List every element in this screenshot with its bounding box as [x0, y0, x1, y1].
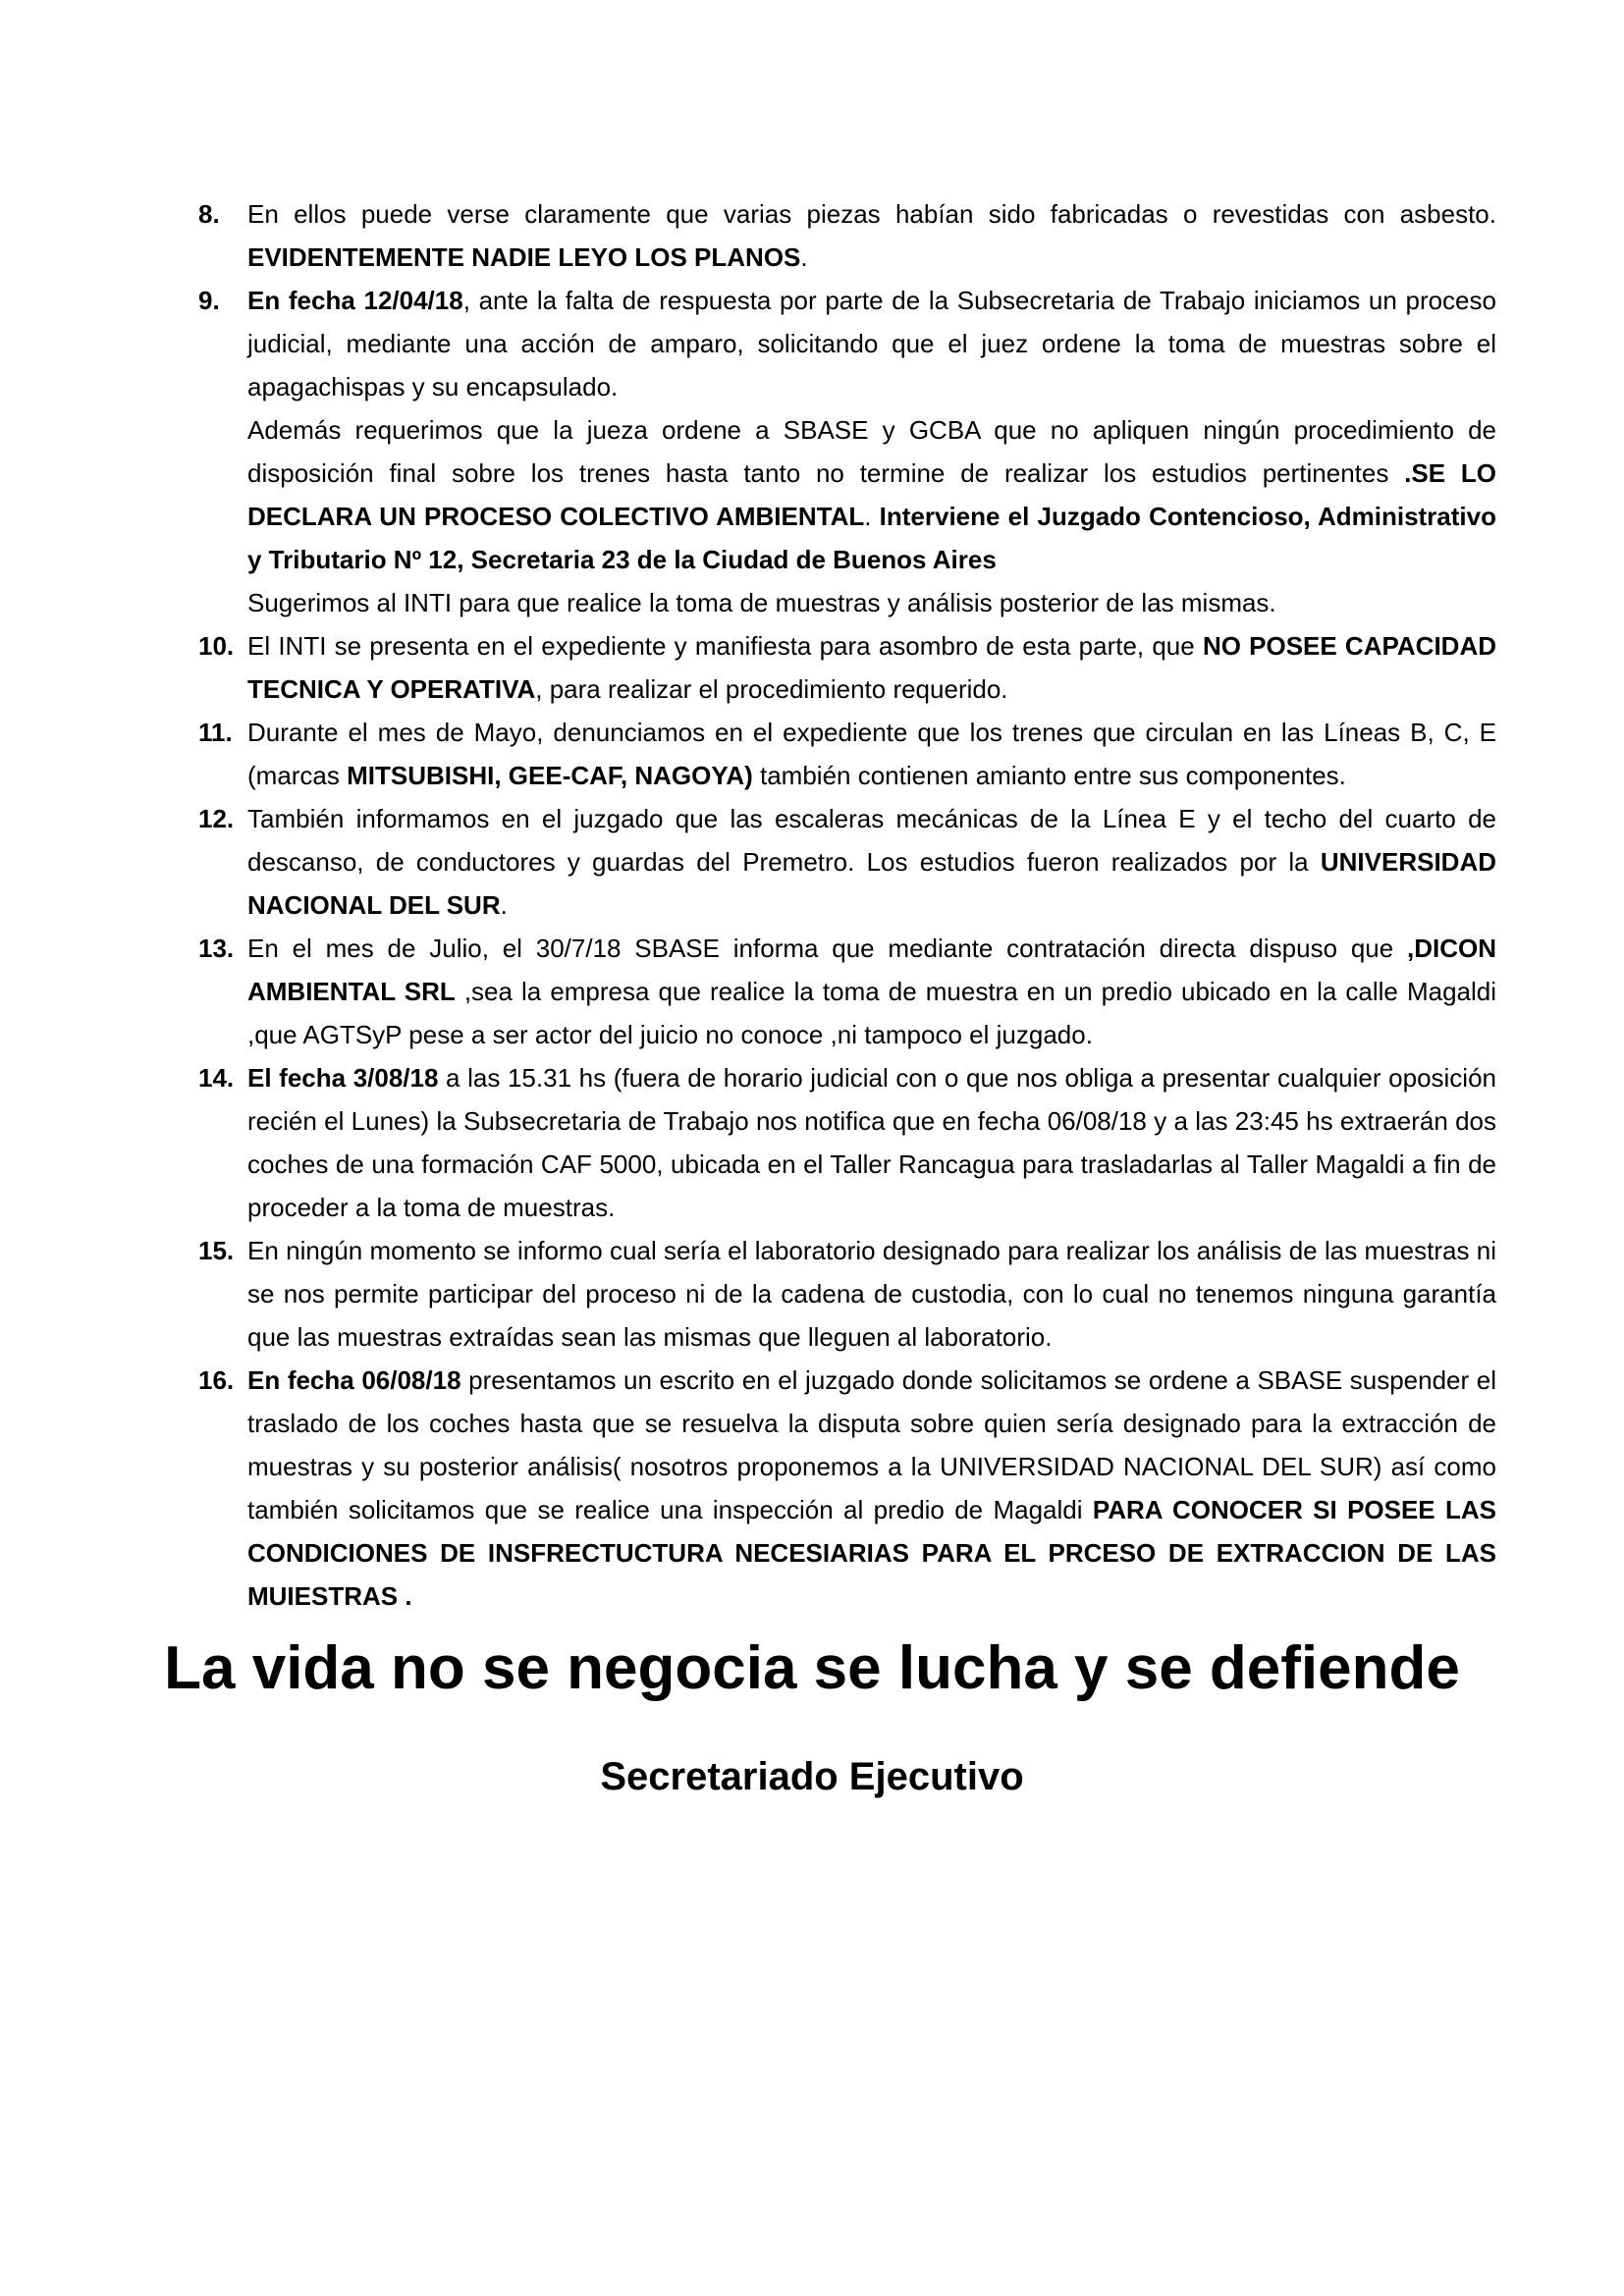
bold-text: MITSUBISHI, GEE-CAF, NAGOYA) — [347, 761, 753, 790]
bold-text: UNIVERSIDAD NACIONAL DEL SUR — [247, 847, 1496, 920]
text-run: Durante el mes de Mayo, denunciamos en el expediente que los trenes que circulan en las Líneas B, C, E (marcas — [247, 718, 1496, 790]
text-run: ,sea la empresa que realice la toma de muestra en un predio ubicado en la calle Magaldi ,que AGTSyP pese a ser actor del juicio no conoce ,ni tampoco el juzgado. — [247, 977, 1497, 1049]
list-item — [198, 624, 1496, 711]
bold-text: NO POSEE CAPACIDAD TECNICA Y OPERATIVA — [247, 631, 1497, 704]
list-item-number: 15. — [198, 1236, 235, 1265]
text-run: . — [800, 242, 808, 272]
bold-text: Interviene el Juzgado Contencioso, Administrativo y Tributario Nº 12, Secretaria 23 de la Ciudad de Buenos Aires — [247, 502, 1496, 574]
list-item-paragraph — [247, 927, 1496, 1056]
list-item — [198, 927, 1496, 1056]
list-item-paragraph — [247, 408, 1496, 581]
list-item-number: 14. — [198, 1063, 235, 1093]
bold-text: EVIDENTEMENTE NADIE LEYO LOS PLANOS — [247, 242, 801, 272]
text-run: Sugerimos al INTI para que realice la toma de muestras y análisis posterior de las mismas. — [247, 588, 1276, 617]
list-item — [198, 279, 1496, 624]
bold-text: .SE LO DECLARA UN PROCESO COLECTIVO AMBIENTAL — [247, 458, 1496, 531]
list-item — [198, 797, 1496, 927]
list-item-number: 11. — [198, 718, 233, 747]
list-item-paragraph — [247, 1056, 1496, 1229]
text-run: En ningún momento se informo cual sería el laboratorio designado para realizar los análisis de las muestras ni se nos permite participar del proceso ni de la cadena de custodia, con lo cual no tenemos ninguna garantía que las muestras extraídas sean las mismas que lleguen al laboratorio. — [247, 1236, 1496, 1352]
list-item-paragraph — [247, 624, 1496, 711]
numbered-list — [198, 192, 1496, 1618]
list-item-paragraph — [247, 581, 1496, 624]
list-item-number: 16. — [198, 1365, 235, 1395]
list-item-number: 8. — [198, 199, 220, 229]
text-run: También informamos en el juzgado que las escaleras mecánicas de la Línea E y el techo del cuarto de descanso, de conductores y guardas del Premetro. Los estudios fueron realizados por la — [247, 804, 1496, 877]
list-item — [198, 1229, 1496, 1359]
list-item-number: 9. — [198, 286, 220, 315]
signature: Secretariado Ejecutivo — [600, 1755, 1024, 1798]
text-run: a las 15.31 hs (fuera de horario judicial con o que nos obliga a presentar cualquier oposición recién el Lunes) la Subsecretaria de Trabajo nos notifica que en fecha 06/08/18 y a las 23:45 hs extraerán dos coches de una formación CAF 5000, ubicada en el Taller Rancagua para trasladarlas al Taller Magaldi a fin de proceder a la toma de muestras. — [247, 1063, 1496, 1222]
list-item-number: 12. — [198, 804, 235, 833]
bold-text: El fecha 3/08/18 — [247, 1063, 439, 1093]
text-run: . — [500, 890, 508, 920]
list-item-paragraph — [247, 279, 1496, 408]
text-run: . — [864, 502, 880, 531]
list-item — [198, 1359, 1496, 1618]
text-run: , ante la falta de respuesta por parte de la Subsecretaria de Trabajo iniciamos un proceso judicial, mediante una acción de amparo, solicitando que el juez ordene la toma de muestras sobre el apagachispas y su encapsulado. — [247, 286, 1496, 401]
list-item — [198, 192, 1496, 279]
list-item-paragraph — [247, 192, 1496, 279]
text-run: Además requerimos que la jueza ordene a SBASE y GCBA que no apliquen ningún procedimiento de disposición final sobre los trenes hasta tanto no termine de realizar los estudios pertinentes — [247, 415, 1496, 488]
list-item-paragraph — [247, 711, 1496, 797]
text-run: El INTI se presenta en el expediente y manifiesta para asombro de esta parte, que — [247, 631, 1203, 661]
list-item — [198, 711, 1496, 797]
list-item-number: 10. — [198, 631, 235, 661]
bold-text: ,DICON AMBIENTAL SRL — [247, 934, 1496, 1006]
text-run: presentamos un escrito en el juzgado donde solicitamos se ordene a SBASE suspender el traslado de los coches hasta que se resuelva la disputa sobre quien sería designado para la extracción de muestras y su posterior análisis( nosotros proponemos a la UNIVERSIDAD NACIONAL DEL SUR) así como también solicitamos que se realice una inspección al predio de Magaldi — [247, 1365, 1496, 1524]
text-run: En ellos puede verse claramente que varias piezas habían sido fabricadas o revestidas con asbesto. — [247, 199, 1496, 229]
bold-text: En fecha 12/04/18 — [247, 286, 463, 315]
list-item — [198, 1056, 1496, 1229]
bold-text: En fecha 06/08/18 — [247, 1365, 461, 1395]
list-item-paragraph — [247, 1229, 1496, 1359]
text-run: En el mes de Julio, el 30/7/18 SBASE informa que mediante contratación directa dispuso que — [247, 934, 1407, 963]
text-run: , para realizar el procedimiento requerido. — [535, 674, 1008, 704]
list-item-number: 13. — [198, 934, 235, 963]
bold-text: PARA CONOCER SI POSEE LAS CONDICIONES DE INSFRECTUCTURA NECESIARIAS PARA EL PRCESO DE EXTRACCION DE LAS MUIESTRAS . — [247, 1495, 1496, 1611]
list-item-paragraph — [247, 797, 1496, 927]
text-run: también contienen amianto entre sus componentes. — [752, 761, 1346, 790]
slogan: La vida no se negocia se lucha y se defiende — [164, 1634, 1460, 1702]
list-item-paragraph — [247, 1359, 1496, 1618]
